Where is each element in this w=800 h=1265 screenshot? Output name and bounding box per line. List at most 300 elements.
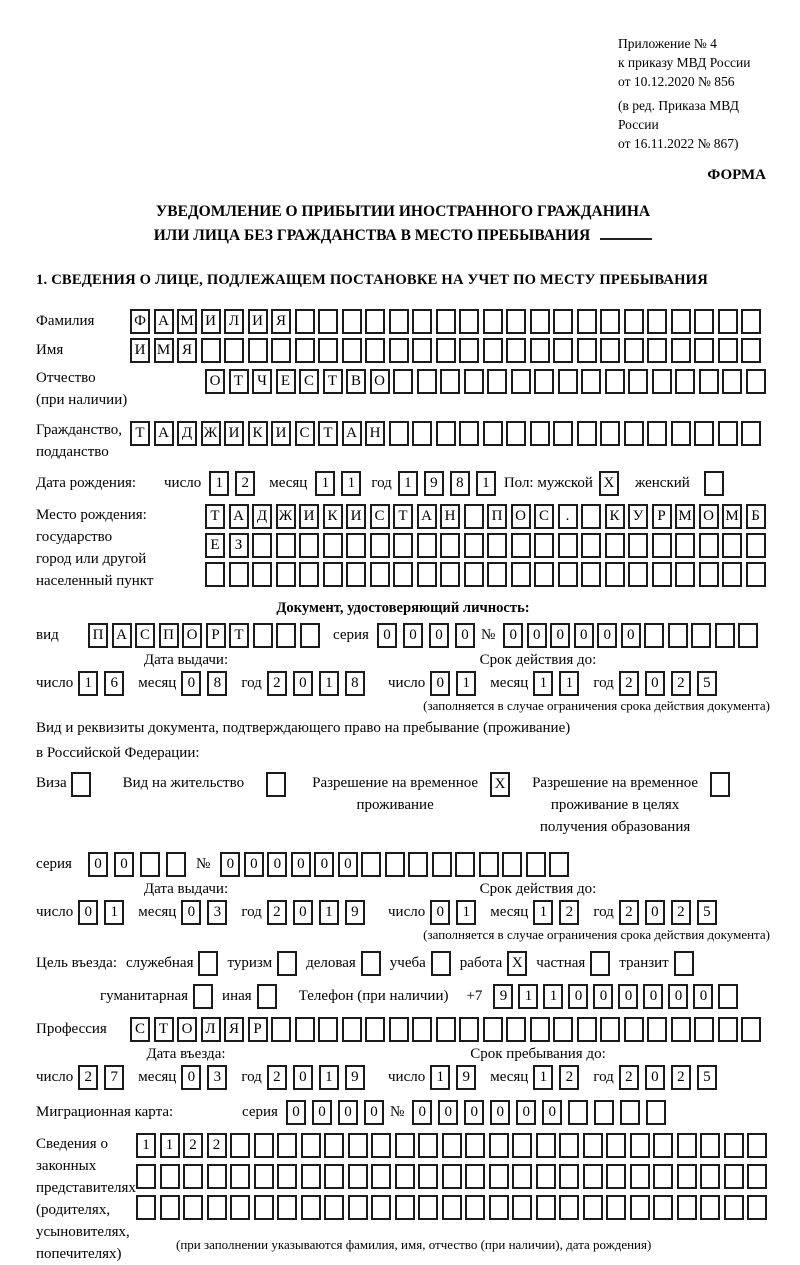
- form-cell[interactable]: [530, 421, 550, 446]
- form-cell[interactable]: А: [342, 421, 362, 446]
- form-cell[interactable]: [464, 369, 484, 394]
- form-cell[interactable]: [653, 1164, 673, 1189]
- form-cell[interactable]: [699, 562, 719, 587]
- form-cell[interactable]: [295, 1017, 315, 1042]
- form-cell[interactable]: 0: [430, 900, 450, 925]
- form-cell[interactable]: [558, 562, 578, 587]
- form-cell[interactable]: С: [295, 421, 315, 446]
- form-cell[interactable]: [628, 562, 648, 587]
- form-cell[interactable]: [677, 1133, 697, 1158]
- form-cell[interactable]: [699, 369, 719, 394]
- form-cell[interactable]: [583, 1195, 603, 1220]
- form-cell[interactable]: К: [323, 504, 343, 529]
- form-cell[interactable]: 0: [314, 852, 334, 877]
- form-cell[interactable]: [605, 369, 625, 394]
- form-cell[interactable]: [183, 1195, 203, 1220]
- form-cell[interactable]: 2: [559, 1065, 579, 1090]
- form-cell[interactable]: [624, 1017, 644, 1042]
- form-cell[interactable]: 1: [160, 1133, 180, 1158]
- form-cell[interactable]: [487, 562, 507, 587]
- form-cell[interactable]: 0: [293, 900, 313, 925]
- form-cell[interactable]: 0: [293, 671, 313, 696]
- form-cell[interactable]: [418, 1195, 438, 1220]
- form-cell[interactable]: [652, 533, 672, 558]
- form-cell[interactable]: 0: [693, 984, 713, 1009]
- form-cell[interactable]: [718, 338, 738, 363]
- form-cell[interactable]: 3: [207, 1065, 227, 1090]
- form-cell[interactable]: 0: [668, 984, 688, 1009]
- form-cell[interactable]: 0: [645, 671, 665, 696]
- form-cell[interactable]: [630, 1195, 650, 1220]
- form-cell[interactable]: [620, 1100, 640, 1125]
- form-cell[interactable]: 9: [493, 984, 513, 1009]
- form-cell[interactable]: [594, 1100, 614, 1125]
- form-cell[interactable]: [464, 504, 484, 529]
- form-cell[interactable]: [418, 1164, 438, 1189]
- form-cell[interactable]: [534, 562, 554, 587]
- form-cell[interactable]: [647, 1017, 667, 1042]
- form-cell[interactable]: [277, 1195, 297, 1220]
- form-cell[interactable]: [511, 562, 531, 587]
- form-cell[interactable]: [624, 309, 644, 334]
- form-cell[interactable]: [166, 852, 186, 877]
- form-cell[interactable]: [653, 1195, 673, 1220]
- form-cell[interactable]: [230, 1195, 250, 1220]
- form-cell[interactable]: [746, 533, 766, 558]
- form-cell[interactable]: [694, 1017, 714, 1042]
- form-cell[interactable]: [295, 309, 315, 334]
- form-cell[interactable]: [606, 1133, 626, 1158]
- form-cell[interactable]: [605, 562, 625, 587]
- form-cell[interactable]: З: [229, 533, 249, 558]
- form-cell[interactable]: 9: [424, 471, 444, 496]
- form-cell[interactable]: [724, 1133, 744, 1158]
- form-cell[interactable]: О: [699, 504, 719, 529]
- form-cell[interactable]: [389, 338, 409, 363]
- form-cell[interactable]: [741, 338, 761, 363]
- form-cell[interactable]: И: [224, 421, 244, 446]
- form-cell[interactable]: У: [628, 504, 648, 529]
- form-cell[interactable]: [323, 562, 343, 587]
- form-cell[interactable]: Л: [201, 1017, 221, 1042]
- form-cell[interactable]: [600, 421, 620, 446]
- form-cell[interactable]: [747, 1195, 767, 1220]
- form-cell[interactable]: [694, 338, 714, 363]
- form-cell[interactable]: [512, 1133, 532, 1158]
- form-cell[interactable]: [299, 562, 319, 587]
- form-cell[interactable]: [324, 1133, 344, 1158]
- form-cell[interactable]: 8: [345, 671, 365, 696]
- form-cell[interactable]: 0: [542, 1100, 562, 1125]
- form-cell[interactable]: [558, 533, 578, 558]
- form-cell[interactable]: Б: [746, 504, 766, 529]
- form-cell[interactable]: [342, 338, 362, 363]
- form-cell[interactable]: А: [154, 309, 174, 334]
- form-cell[interactable]: [365, 309, 385, 334]
- form-cell[interactable]: 0: [412, 1100, 432, 1125]
- form-cell[interactable]: [747, 1164, 767, 1189]
- form-cell[interactable]: Ф: [130, 309, 150, 334]
- form-cell[interactable]: [301, 1133, 321, 1158]
- form-cell[interactable]: 1: [518, 984, 538, 1009]
- form-cell[interactable]: Ж: [276, 504, 296, 529]
- form-cell[interactable]: 1: [533, 1065, 553, 1090]
- form-cell[interactable]: [628, 369, 648, 394]
- form-cell[interactable]: [389, 1017, 409, 1042]
- form-cell[interactable]: 1: [104, 900, 124, 925]
- form-cell[interactable]: [436, 338, 456, 363]
- form-cell[interactable]: [229, 562, 249, 587]
- form-cell[interactable]: И: [299, 504, 319, 529]
- form-cell[interactable]: [370, 533, 390, 558]
- form-cell[interactable]: П: [88, 623, 108, 648]
- form-cell[interactable]: И: [130, 338, 150, 363]
- checkbox-temp-residence[interactable]: X: [490, 772, 510, 797]
- form-cell[interactable]: [385, 852, 405, 877]
- form-cell[interactable]: 2: [207, 1133, 227, 1158]
- form-cell[interactable]: [489, 1164, 509, 1189]
- form-cell[interactable]: [201, 338, 221, 363]
- form-cell[interactable]: П: [487, 504, 507, 529]
- form-cell[interactable]: Т: [393, 504, 413, 529]
- form-cell[interactable]: 2: [267, 1065, 287, 1090]
- form-cell[interactable]: [253, 623, 273, 648]
- form-cell[interactable]: [746, 562, 766, 587]
- form-cell[interactable]: [600, 338, 620, 363]
- form-cell[interactable]: 2: [183, 1133, 203, 1158]
- form-cell[interactable]: [254, 1195, 274, 1220]
- form-cell[interactable]: [318, 338, 338, 363]
- form-cell[interactable]: [252, 562, 272, 587]
- form-cell[interactable]: [276, 623, 296, 648]
- form-cell[interactable]: [644, 623, 664, 648]
- form-cell[interactable]: 0: [244, 852, 264, 877]
- form-cell[interactable]: [577, 1017, 597, 1042]
- form-cell[interactable]: [559, 1133, 579, 1158]
- form-cell[interactable]: Я: [177, 338, 197, 363]
- form-cell[interactable]: [412, 309, 432, 334]
- form-cell[interactable]: [536, 1133, 556, 1158]
- form-cell[interactable]: [534, 369, 554, 394]
- form-cell[interactable]: 0: [643, 984, 663, 1009]
- form-cell[interactable]: [506, 338, 526, 363]
- form-cell[interactable]: Я: [271, 309, 291, 334]
- form-cell[interactable]: [271, 1017, 291, 1042]
- form-cell[interactable]: 0: [593, 984, 613, 1009]
- form-cell[interactable]: М: [675, 504, 695, 529]
- form-cell[interactable]: [530, 309, 550, 334]
- form-cell[interactable]: [205, 562, 225, 587]
- form-cell[interactable]: [724, 1164, 744, 1189]
- form-cell[interactable]: [506, 421, 526, 446]
- form-cell[interactable]: 0: [312, 1100, 332, 1125]
- form-cell[interactable]: Я: [224, 1017, 244, 1042]
- form-cell[interactable]: [412, 338, 432, 363]
- form-cell[interactable]: 1: [78, 671, 98, 696]
- form-cell[interactable]: 0: [621, 623, 641, 648]
- form-cell[interactable]: [700, 1195, 720, 1220]
- form-cell[interactable]: А: [154, 421, 174, 446]
- form-cell[interactable]: [277, 1164, 297, 1189]
- form-cell[interactable]: [348, 1133, 368, 1158]
- form-cell[interactable]: [465, 1195, 485, 1220]
- form-cell[interactable]: 0: [364, 1100, 384, 1125]
- form-cell[interactable]: О: [182, 623, 202, 648]
- form-cell[interactable]: [276, 533, 296, 558]
- form-cell[interactable]: Т: [229, 369, 249, 394]
- form-cell[interactable]: [530, 1017, 550, 1042]
- form-cell[interactable]: 1: [430, 1065, 450, 1090]
- form-cell[interactable]: [568, 1100, 588, 1125]
- form-cell[interactable]: 2: [619, 900, 639, 925]
- form-cell[interactable]: [722, 562, 742, 587]
- form-cell[interactable]: [722, 533, 742, 558]
- form-cell[interactable]: К: [605, 504, 625, 529]
- form-cell[interactable]: [342, 309, 362, 334]
- form-cell[interactable]: 0: [527, 623, 547, 648]
- form-cell[interactable]: [465, 1133, 485, 1158]
- form-cell[interactable]: А: [417, 504, 437, 529]
- form-cell[interactable]: 8: [450, 471, 470, 496]
- form-cell[interactable]: 2: [671, 671, 691, 696]
- checkbox-chastnaya[interactable]: [590, 951, 610, 976]
- form-cell[interactable]: 9: [345, 900, 365, 925]
- form-cell[interactable]: [511, 533, 531, 558]
- form-cell[interactable]: [553, 338, 573, 363]
- checkbox-turizm[interactable]: [277, 951, 297, 976]
- form-cell[interactable]: [553, 1017, 573, 1042]
- form-cell[interactable]: [506, 309, 526, 334]
- form-cell[interactable]: 1: [209, 471, 229, 496]
- checkbox-female[interactable]: [704, 471, 724, 496]
- form-cell[interactable]: 0: [645, 900, 665, 925]
- form-cell[interactable]: [299, 533, 319, 558]
- form-cell[interactable]: 0: [403, 623, 423, 648]
- form-cell[interactable]: Р: [206, 623, 226, 648]
- form-cell[interactable]: [675, 562, 695, 587]
- form-cell[interactable]: П: [159, 623, 179, 648]
- form-cell[interactable]: 1: [315, 471, 335, 496]
- form-cell[interactable]: [489, 1133, 509, 1158]
- form-cell[interactable]: 0: [430, 671, 450, 696]
- form-cell[interactable]: 0: [429, 623, 449, 648]
- form-cell[interactable]: [718, 984, 738, 1009]
- form-cell[interactable]: [346, 562, 366, 587]
- form-cell[interactable]: М: [154, 338, 174, 363]
- form-cell[interactable]: [393, 369, 413, 394]
- form-cell[interactable]: 0: [568, 984, 588, 1009]
- checkbox-male[interactable]: X: [599, 471, 619, 496]
- form-cell[interactable]: [741, 1017, 761, 1042]
- form-cell[interactable]: 5: [697, 1065, 717, 1090]
- checkbox-tranzit[interactable]: [674, 951, 694, 976]
- form-cell[interactable]: 1: [533, 900, 553, 925]
- form-cell[interactable]: Т: [205, 504, 225, 529]
- form-cell[interactable]: 0: [550, 623, 570, 648]
- form-cell[interactable]: [459, 1017, 479, 1042]
- form-cell[interactable]: С: [135, 623, 155, 648]
- form-cell[interactable]: [442, 1195, 462, 1220]
- form-cell[interactable]: 0: [490, 1100, 510, 1125]
- form-cell[interactable]: [668, 623, 688, 648]
- form-cell[interactable]: [489, 1195, 509, 1220]
- form-cell[interactable]: [318, 309, 338, 334]
- form-cell[interactable]: 0: [338, 852, 358, 877]
- form-cell[interactable]: [577, 338, 597, 363]
- form-cell[interactable]: Р: [652, 504, 672, 529]
- form-cell[interactable]: [675, 533, 695, 558]
- checkbox-gumanitarnaya[interactable]: [193, 984, 213, 1009]
- form-cell[interactable]: Т: [318, 421, 338, 446]
- form-cell[interactable]: [536, 1195, 556, 1220]
- form-cell[interactable]: [417, 533, 437, 558]
- form-cell[interactable]: С: [130, 1017, 150, 1042]
- form-cell[interactable]: 1: [136, 1133, 156, 1158]
- form-cell[interactable]: 7: [104, 1065, 124, 1090]
- checkbox-sluzhebnaya[interactable]: [198, 951, 218, 976]
- form-cell[interactable]: [647, 309, 667, 334]
- form-cell[interactable]: [418, 1133, 438, 1158]
- form-cell[interactable]: [583, 1133, 603, 1158]
- form-cell[interactable]: [465, 1164, 485, 1189]
- form-cell[interactable]: 0: [377, 623, 397, 648]
- form-cell[interactable]: [630, 1164, 650, 1189]
- form-cell[interactable]: [630, 1133, 650, 1158]
- form-cell[interactable]: [694, 309, 714, 334]
- form-cell[interactable]: [395, 1164, 415, 1189]
- form-cell[interactable]: [371, 1133, 391, 1158]
- form-cell[interactable]: [487, 533, 507, 558]
- form-cell[interactable]: 0: [438, 1100, 458, 1125]
- form-cell[interactable]: 0: [516, 1100, 536, 1125]
- form-cell[interactable]: [652, 562, 672, 587]
- form-cell[interactable]: [581, 562, 601, 587]
- form-cell[interactable]: [534, 533, 554, 558]
- form-cell[interactable]: [718, 1017, 738, 1042]
- form-cell[interactable]: [136, 1164, 156, 1189]
- form-cell[interactable]: 0: [503, 623, 523, 648]
- form-cell[interactable]: 5: [697, 671, 717, 696]
- form-cell[interactable]: [254, 1133, 274, 1158]
- form-cell[interactable]: [395, 1133, 415, 1158]
- form-cell[interactable]: [502, 852, 522, 877]
- form-cell[interactable]: [348, 1164, 368, 1189]
- form-cell[interactable]: С: [370, 504, 390, 529]
- form-cell[interactable]: [483, 1017, 503, 1042]
- form-cell[interactable]: [254, 1164, 274, 1189]
- form-cell[interactable]: [276, 562, 296, 587]
- form-cell[interactable]: [459, 309, 479, 334]
- form-cell[interactable]: Е: [276, 369, 296, 394]
- form-cell[interactable]: [160, 1195, 180, 1220]
- form-cell[interactable]: [577, 309, 597, 334]
- form-cell[interactable]: [624, 421, 644, 446]
- form-cell[interactable]: [677, 1195, 697, 1220]
- form-cell[interactable]: 8: [207, 671, 227, 696]
- form-cell[interactable]: 0: [267, 852, 287, 877]
- form-cell[interactable]: 1: [319, 1065, 339, 1090]
- form-cell[interactable]: 0: [181, 671, 201, 696]
- form-cell[interactable]: [324, 1164, 344, 1189]
- form-cell[interactable]: 9: [345, 1065, 365, 1090]
- form-cell[interactable]: [652, 369, 672, 394]
- form-cell[interactable]: [252, 533, 272, 558]
- form-cell[interactable]: [718, 309, 738, 334]
- form-cell[interactable]: [442, 1133, 462, 1158]
- form-cell[interactable]: [671, 309, 691, 334]
- form-cell[interactable]: [700, 1133, 720, 1158]
- form-cell[interactable]: С: [534, 504, 554, 529]
- form-cell[interactable]: [600, 309, 620, 334]
- form-cell[interactable]: [348, 1195, 368, 1220]
- form-cell[interactable]: [677, 1164, 697, 1189]
- form-cell[interactable]: 1: [543, 984, 563, 1009]
- form-cell[interactable]: И: [271, 421, 291, 446]
- form-cell[interactable]: 1: [319, 671, 339, 696]
- checkbox-residence-permit[interactable]: [266, 772, 286, 797]
- form-cell[interactable]: О: [511, 504, 531, 529]
- form-cell[interactable]: [365, 338, 385, 363]
- form-cell[interactable]: [624, 338, 644, 363]
- form-cell[interactable]: 2: [671, 1065, 691, 1090]
- form-cell[interactable]: Ж: [201, 421, 221, 446]
- form-cell[interactable]: 0: [618, 984, 638, 1009]
- checkbox-inaya[interactable]: [257, 984, 277, 1009]
- form-cell[interactable]: 0: [220, 852, 240, 877]
- form-cell[interactable]: [248, 338, 268, 363]
- form-cell[interactable]: 1: [319, 900, 339, 925]
- form-cell[interactable]: [464, 533, 484, 558]
- form-cell[interactable]: [436, 421, 456, 446]
- form-cell[interactable]: О: [177, 1017, 197, 1042]
- form-cell[interactable]: 2: [267, 671, 287, 696]
- form-cell[interactable]: 0: [181, 900, 201, 925]
- form-cell[interactable]: 2: [235, 471, 255, 496]
- form-cell[interactable]: [346, 533, 366, 558]
- form-cell[interactable]: И: [201, 309, 221, 334]
- form-cell[interactable]: Т: [130, 421, 150, 446]
- form-cell[interactable]: [675, 369, 695, 394]
- form-cell[interactable]: А: [229, 504, 249, 529]
- form-cell[interactable]: Д: [252, 504, 272, 529]
- form-cell[interactable]: [417, 562, 437, 587]
- form-cell[interactable]: 0: [293, 1065, 313, 1090]
- form-cell[interactable]: Н: [365, 421, 385, 446]
- form-cell[interactable]: [647, 338, 667, 363]
- form-cell[interactable]: [511, 369, 531, 394]
- form-cell[interactable]: 1: [341, 471, 361, 496]
- form-cell[interactable]: 0: [291, 852, 311, 877]
- form-cell[interactable]: [277, 1133, 297, 1158]
- form-cell[interactable]: [741, 309, 761, 334]
- form-cell[interactable]: [442, 1164, 462, 1189]
- form-cell[interactable]: 1: [398, 471, 418, 496]
- form-cell[interactable]: 0: [464, 1100, 484, 1125]
- form-cell[interactable]: [483, 309, 503, 334]
- form-cell[interactable]: [464, 562, 484, 587]
- form-cell[interactable]: [512, 1164, 532, 1189]
- checkbox-ucheba[interactable]: [431, 951, 451, 976]
- form-cell[interactable]: [479, 852, 499, 877]
- form-cell[interactable]: [318, 1017, 338, 1042]
- form-cell[interactable]: [746, 369, 766, 394]
- form-cell[interactable]: [699, 533, 719, 558]
- form-cell[interactable]: [324, 1195, 344, 1220]
- form-cell[interactable]: [741, 421, 761, 446]
- form-cell[interactable]: 0: [286, 1100, 306, 1125]
- form-cell[interactable]: 1: [456, 900, 476, 925]
- form-cell[interactable]: [412, 1017, 432, 1042]
